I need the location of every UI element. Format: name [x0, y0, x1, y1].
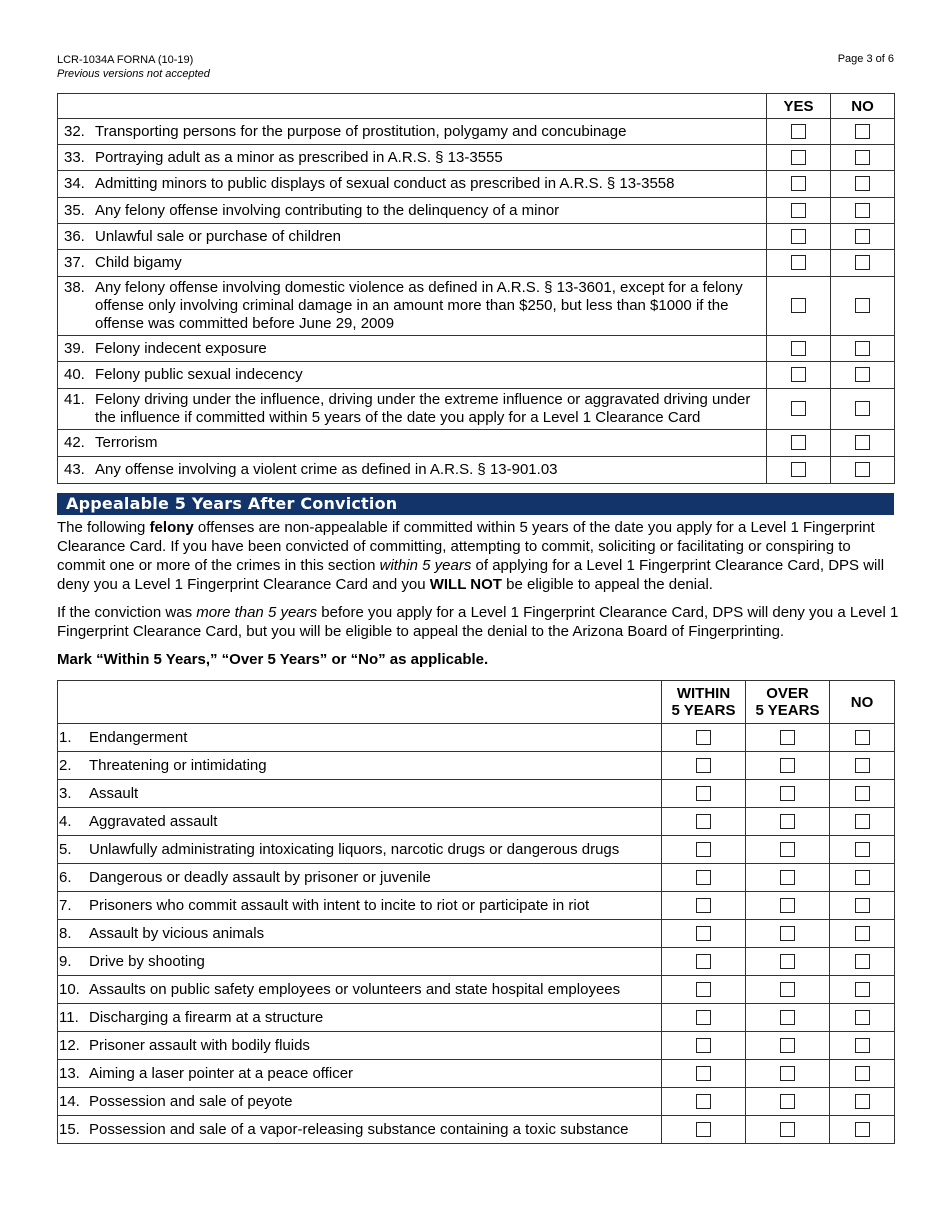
within-5-years-cell: [662, 864, 746, 892]
offense-label: Discharging a firearm at a structure: [89, 1008, 324, 1026]
table-row: [58, 864, 895, 892]
no-cell: [831, 389, 895, 430]
table-row: [58, 808, 895, 836]
within-5-years-checkbox[interactable]: [696, 870, 711, 885]
offense-number: 41.: [64, 391, 85, 408]
over-5-years-checkbox[interactable]: [780, 870, 795, 885]
no-cell: [831, 145, 895, 171]
over-5-years-cell: [746, 1060, 830, 1088]
no-cell: [830, 780, 895, 808]
offense-number: 2.: [59, 756, 72, 774]
offense-label: Felony public sexual indecency: [95, 366, 303, 383]
no-cell: [830, 724, 895, 752]
no-checkbox[interactable]: [855, 786, 870, 801]
offense-cell: [58, 277, 767, 336]
offense-number: 15.: [59, 1120, 80, 1138]
offense-number: 36.: [64, 227, 85, 245]
no-cell: [831, 362, 895, 389]
no-cell: [831, 171, 895, 198]
offense-label: Dangerous or deadly assault by prisoner or juvenile: [89, 868, 431, 886]
yes-column-header: YES: [767, 94, 831, 119]
yes-cell: [767, 457, 831, 484]
yes-cell: [767, 224, 831, 250]
table-row: [58, 752, 895, 780]
offense-cell: [58, 948, 662, 976]
no-cell: [831, 277, 895, 336]
over-5-years-column-header: OVER 5 YEARS: [746, 681, 830, 724]
yes-cell: [767, 250, 831, 277]
table-row: [58, 1032, 895, 1060]
offense-number: 11.: [59, 1008, 79, 1026]
yes-checkbox[interactable]: [791, 401, 806, 416]
offense-label: Any offense involving a violent crime as defined in A.R.S. § 13-901.03: [95, 461, 558, 478]
no-checkbox[interactable]: [855, 124, 870, 139]
over-5-years-cell: [746, 948, 830, 976]
no-cell: [830, 1116, 895, 1144]
yes-checkbox[interactable]: [791, 150, 806, 165]
page-number: Page 3 of 6: [837, 53, 894, 65]
yes-checkbox[interactable]: [791, 229, 806, 244]
no-checkbox[interactable]: [855, 982, 870, 997]
offense-label: Portraying adult as a minor as prescribed in A.R.S. § 13-3555: [95, 148, 503, 166]
offense-cell: [58, 171, 767, 198]
within-5-years-checkbox[interactable]: [696, 842, 711, 857]
offense-label: Aggravated assault: [89, 812, 218, 830]
no-cell: [831, 224, 895, 250]
offense-number: 3.: [59, 784, 72, 802]
offense-number: 1.: [59, 728, 72, 746]
no-checkbox[interactable]: [855, 435, 870, 450]
offense-label: Threatening or intimidating: [89, 756, 267, 774]
offense-number: 35.: [64, 201, 85, 219]
offense-label: Admitting minors to public displays of sexual conduct as prescribed in A.R.S. § 13-3558: [95, 175, 675, 192]
yes-cell: [767, 389, 831, 430]
offense-label: Any felony offense involving domestic violence as defined in A.R.S. § 13-3601, except for a felony offense only involving criminal damage in an amount more than $250, but less than $1000 if the offense was committed before June 29, 2009: [95, 279, 743, 332]
offense-cell: [58, 1060, 662, 1088]
yes-cell: [767, 336, 831, 362]
no-checkbox[interactable]: [855, 954, 870, 969]
within-5-years-checkbox[interactable]: [696, 926, 711, 941]
offense-cell: [58, 145, 767, 171]
over-5-years-cell: [746, 780, 830, 808]
table-row: [58, 780, 895, 808]
form-header: [57, 53, 210, 81]
section-title: Appealable 5 Years After Conviction: [57, 493, 894, 515]
over-5-years-checkbox[interactable]: [780, 926, 795, 941]
offense-number: 37.: [64, 254, 85, 271]
offense-number: 39.: [64, 339, 85, 357]
over-5-years-checkbox[interactable]: [780, 1094, 795, 1109]
offense-cell: [58, 224, 767, 250]
table-row: [58, 430, 895, 457]
no-checkbox[interactable]: [855, 176, 870, 191]
no-checkbox[interactable]: [855, 898, 870, 913]
offense-cell: [58, 920, 662, 948]
over-5-years-checkbox[interactable]: [780, 954, 795, 969]
no-cell: [830, 1088, 895, 1116]
offense-label: Felony driving under the influence, driving under the extreme influence or aggravated driving under the influence if committed within 5 years of the date you apply for a Level 1 Clearance Card: [95, 391, 751, 426]
offense-number: 8.: [59, 924, 72, 942]
within-5-years-checkbox[interactable]: [696, 1122, 711, 1137]
no-checkbox[interactable]: [855, 1122, 870, 1137]
offense-cell: [58, 250, 767, 277]
yes-checkbox[interactable]: [791, 435, 806, 450]
offense-cell: [58, 198, 767, 224]
within-5-years-cell: [662, 1032, 746, 1060]
no-cell: [830, 1060, 895, 1088]
section-paragraph-2: If the conviction was more than 5 years before you apply for a Level 1 Fingerprint Clearance Card, DPS will deny you a Level 1 Fingerprint Clearance Card, but you will be eligible to appeal the denial to the Arizona Board of Fingerprinting.: [57, 604, 899, 640]
over-5-years-cell: [746, 1004, 830, 1032]
within-5-years-cell: [662, 780, 746, 808]
over-5-years-checkbox[interactable]: [780, 842, 795, 857]
over-5-years-checkbox[interactable]: [780, 982, 795, 997]
within-5-years-cell: [662, 976, 746, 1004]
offense-cell: [58, 836, 662, 864]
within-5-years-checkbox[interactable]: [696, 1010, 711, 1025]
offense-cell: [58, 892, 662, 920]
over-5-years-cell: [746, 976, 830, 1004]
no-cell: [831, 430, 895, 457]
no-cell: [830, 948, 895, 976]
offense-cell: [58, 1032, 662, 1060]
offense-number: 43.: [64, 461, 85, 478]
within-5-years-cell: [662, 724, 746, 752]
offense-label: Transporting persons for the purpose of prostitution, polygamy and concubinage: [95, 122, 627, 140]
offense-number: 7.: [59, 896, 72, 914]
no-cell: [831, 198, 895, 224]
no-checkbox[interactable]: [855, 255, 870, 270]
no-checkbox[interactable]: [855, 462, 870, 477]
no-checkbox[interactable]: [855, 1038, 870, 1053]
over-5-years-checkbox[interactable]: [780, 814, 795, 829]
offense-number: 5.: [59, 840, 72, 858]
offense-label: Assault by vicious animals: [89, 924, 265, 942]
offense-cell: [58, 976, 662, 1004]
form-id: LCR-1034A FORNA (10-19): [57, 54, 194, 66]
within-5-years-cell: [662, 892, 746, 920]
offense-label: Drive by shooting: [89, 952, 205, 970]
no-checkbox[interactable]: [855, 203, 870, 218]
offense-label: Terrorism: [95, 434, 158, 451]
offense-cell: [58, 780, 662, 808]
over-5-years-checkbox[interactable]: [780, 898, 795, 913]
yes-cell: [767, 277, 831, 336]
table-row: [58, 892, 895, 920]
offense-label: Assault: [89, 784, 139, 802]
over-5-years-cell: [746, 808, 830, 836]
yes-checkbox[interactable]: [791, 176, 806, 191]
within-5-years-cell: [662, 1116, 746, 1144]
blank-header-cell: [58, 94, 767, 119]
no-checkbox[interactable]: [855, 1066, 870, 1081]
no-checkbox[interactable]: [855, 1010, 870, 1025]
offense-label: Possession and sale of a vapor-releasing substance containing a toxic substance: [89, 1120, 629, 1138]
offense-label: Endangerment: [89, 728, 188, 746]
offense-number: 9.: [59, 952, 72, 970]
over-5-years-checkbox[interactable]: [780, 1038, 795, 1053]
offense-number: 12.: [59, 1036, 80, 1054]
table-row: [58, 1060, 895, 1088]
no-checkbox[interactable]: [855, 1094, 870, 1109]
offense-label: Possession and sale of peyote: [89, 1092, 293, 1110]
no-checkbox[interactable]: [855, 842, 870, 857]
offense-cell: [58, 119, 767, 145]
offense-label: Unlawful sale or purchase of children: [95, 227, 341, 245]
offense-cell: [58, 808, 662, 836]
within-5-years-checkbox[interactable]: [696, 982, 711, 997]
offense-label: Felony indecent exposure: [95, 339, 267, 357]
no-column-header: NO: [830, 681, 895, 724]
table-row: [58, 277, 895, 336]
table-row: [58, 389, 895, 430]
within-5-years-cell: [662, 752, 746, 780]
table-row: [58, 1116, 895, 1144]
no-checkbox[interactable]: [855, 401, 870, 416]
table-row: [58, 1088, 895, 1116]
section-paragraph-1: The following felony offenses are non-appealable if committed within 5 years of the date you apply for a Level 1 Fingerprint Clearance Card. If you have been convicted of committing, attempting to commit, soliciting or facilitating or conspiring to commit one or more of the crimes in this section within 5 years of applying for a Level 1 Fingerprint Clearance Card, DPS will deny you a Level 1 Fingerprint Clearance Card and you WILL NOT be eligible to appeal the denial.: [57, 519, 885, 593]
no-cell: [831, 250, 895, 277]
over-5-years-cell: [746, 1088, 830, 1116]
no-checkbox[interactable]: [855, 758, 870, 773]
no-checkbox[interactable]: [855, 150, 870, 165]
yes-checkbox[interactable]: [791, 341, 806, 356]
no-checkbox[interactable]: [855, 229, 870, 244]
within-5-years-checkbox[interactable]: [696, 954, 711, 969]
table-row: [58, 457, 895, 484]
appealable-offenses-table: [57, 680, 895, 1144]
yes-cell: [767, 430, 831, 457]
over-5-years-cell: [746, 1032, 830, 1060]
within-5-years-checkbox[interactable]: [696, 1094, 711, 1109]
within-5-years-checkbox[interactable]: [696, 1066, 711, 1081]
offense-cell: [58, 336, 767, 362]
no-checkbox[interactable]: [855, 298, 870, 313]
offense-cell: [58, 430, 767, 457]
no-checkbox[interactable]: [855, 870, 870, 885]
yes-checkbox[interactable]: [791, 298, 806, 313]
offense-number: 38.: [64, 279, 85, 296]
table-row: [58, 976, 895, 1004]
offense-label: Prisoner assault with bodily fluids: [89, 1036, 310, 1054]
over-5-years-cell: [746, 752, 830, 780]
yes-cell: [767, 171, 831, 198]
within-5-years-column-header: WITHIN 5 YEARS: [662, 681, 746, 724]
table-row: [58, 224, 895, 250]
no-cell: [831, 336, 895, 362]
yes-checkbox[interactable]: [791, 367, 806, 382]
no-cell: [830, 1004, 895, 1032]
table-row: [58, 836, 895, 864]
within-5-years-checkbox[interactable]: [696, 898, 711, 913]
within-5-years-cell: [662, 836, 746, 864]
offense-number: 14.: [59, 1092, 80, 1110]
within-5-years-cell: [662, 808, 746, 836]
offense-cell: [58, 864, 662, 892]
form-version-note: Previous versions not accepted: [57, 68, 210, 80]
offense-cell: [58, 724, 662, 752]
offense-number: 32.: [64, 122, 85, 140]
offense-number: 34.: [64, 175, 85, 192]
offense-cell: [58, 389, 767, 430]
table-row: [58, 336, 895, 362]
yes-cell: [767, 198, 831, 224]
within-5-years-checkbox[interactable]: [696, 786, 711, 801]
offense-label: Child bigamy: [95, 254, 182, 271]
table-row: [58, 145, 895, 171]
instruction-text: Mark “Within 5 Years,” “Over 5 Years” or “No” as applicable.: [57, 651, 489, 668]
offense-label: Aiming a laser pointer at a peace officer: [89, 1064, 354, 1082]
over-5-years-checkbox[interactable]: [780, 1010, 795, 1025]
yes-checkbox[interactable]: [791, 124, 806, 139]
table-row: [58, 1004, 895, 1032]
table-row: [58, 948, 895, 976]
no-cell: [830, 976, 895, 1004]
over-5-years-cell: [746, 1116, 830, 1144]
no-checkbox[interactable]: [855, 926, 870, 941]
offense-cell: [58, 362, 767, 389]
offense-cell: [58, 1116, 662, 1144]
within-5-years-checkbox[interactable]: [696, 1038, 711, 1053]
no-cell: [830, 752, 895, 780]
no-cell: [830, 1032, 895, 1060]
offense-cell: [58, 1088, 662, 1116]
offense-label: Any felony offense involving contributing to the delinquency of a minor: [95, 201, 560, 219]
over-5-years-cell: [746, 836, 830, 864]
over-5-years-checkbox[interactable]: [780, 758, 795, 773]
no-cell: [830, 892, 895, 920]
no-checkbox[interactable]: [855, 730, 870, 745]
over-5-years-checkbox[interactable]: [780, 730, 795, 745]
offense-label: Assaults on public safety employees or volunteers and state hospital employees: [89, 980, 621, 998]
offense-cell: [58, 457, 767, 484]
offense-number: 40.: [64, 366, 85, 383]
felony-questions-table: [57, 93, 895, 484]
offense-number: 33.: [64, 148, 85, 166]
offense-cell: [58, 1004, 662, 1032]
yes-checkbox[interactable]: [791, 203, 806, 218]
no-cell: [830, 836, 895, 864]
no-cell: [830, 864, 895, 892]
over-5-years-cell: [746, 864, 830, 892]
yes-cell: [767, 119, 831, 145]
yes-checkbox[interactable]: [791, 462, 806, 477]
over-5-years-cell: [746, 724, 830, 752]
over-5-years-checkbox[interactable]: [780, 1066, 795, 1081]
no-column-header: NO: [831, 94, 895, 119]
yes-cell: [767, 145, 831, 171]
no-checkbox[interactable]: [855, 341, 870, 356]
offense-number: 4.: [59, 812, 72, 830]
no-checkbox[interactable]: [855, 814, 870, 829]
within-5-years-cell: [662, 1004, 746, 1032]
table-row: [58, 724, 895, 752]
within-5-years-checkbox[interactable]: [696, 758, 711, 773]
table-row: [58, 198, 895, 224]
no-cell: [831, 457, 895, 484]
within-5-years-cell: [662, 1060, 746, 1088]
offense-number: 42.: [64, 434, 85, 451]
within-5-years-cell: [662, 1088, 746, 1116]
yes-checkbox[interactable]: [791, 255, 806, 270]
over-5-years-cell: [746, 892, 830, 920]
table-row: [58, 920, 895, 948]
no-checkbox[interactable]: [855, 367, 870, 382]
within-5-years-cell: [662, 920, 746, 948]
offense-number: 13.: [59, 1064, 80, 1082]
within-5-years-checkbox[interactable]: [696, 730, 711, 745]
offense-number: 6.: [59, 868, 72, 886]
over-5-years-checkbox[interactable]: [780, 1122, 795, 1137]
offense-label: Prisoners who commit assault with intent to incite to riot or participate in riot: [89, 896, 590, 914]
yes-cell: [767, 362, 831, 389]
no-cell: [830, 808, 895, 836]
no-cell: [831, 119, 895, 145]
over-5-years-cell: [746, 920, 830, 948]
table-row: [58, 119, 895, 145]
offense-label: Unlawfully administrating intoxicating liquors, narcotic drugs or dangerous drugs: [89, 840, 620, 858]
offense-number: 10.: [59, 980, 80, 998]
within-5-years-checkbox[interactable]: [696, 814, 711, 829]
table-row: [58, 250, 895, 277]
blank-header-cell: [58, 681, 662, 724]
table-row: [58, 171, 895, 198]
over-5-years-checkbox[interactable]: [780, 786, 795, 801]
table-row: [58, 362, 895, 389]
offense-cell: [58, 752, 662, 780]
no-cell: [830, 920, 895, 948]
within-5-years-cell: [662, 948, 746, 976]
